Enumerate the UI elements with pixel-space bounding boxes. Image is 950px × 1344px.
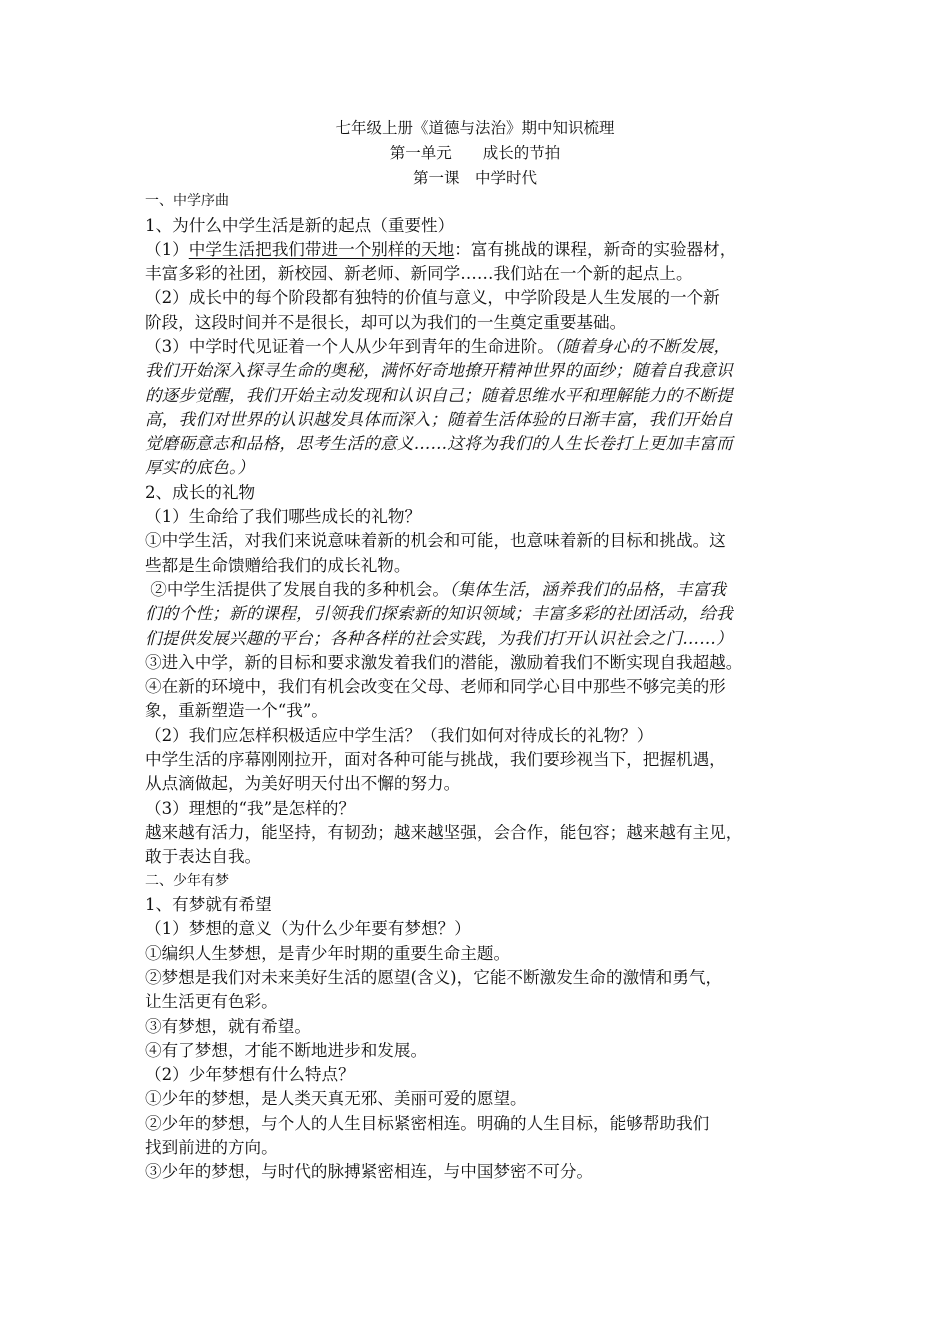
paragraph-line: 中学生活的序幕刚刚拉开，面对各种可能与挑战，我们要珍视当下，把握机遇， <box>145 750 726 770</box>
paragraph-line: 丰富多彩的社团，新校园、新老师、新同学……我们站在一个新的起点上。 <box>145 264 693 284</box>
paragraph-line: 找到前进的方向。 <box>145 1137 278 1157</box>
question-line: （1）生命给了我们哪些成长的礼物？ <box>145 507 422 527</box>
italic-note: （集体生活，涵养我们的品格，丰富我 <box>448 579 727 599</box>
italic-note-line: 觉磨砺意志和品格，思考生活的意义……这将为我们的人生长卷打上更加丰富而 <box>145 434 733 454</box>
paragraph-line: ①编织人生梦想，是青少年时期的重要生命主题。 <box>145 943 511 963</box>
title-block <box>0 116 950 191</box>
section-heading: 二、少年有梦 <box>145 872 229 889</box>
paragraph-line: ①少年的梦想，是人类天真无邪、美丽可爱的愿望。 <box>145 1089 527 1109</box>
question-line: （1）梦想的意义（为什么少年要有梦想？） <box>145 919 471 939</box>
paragraph-line: ③有梦想，就有希望。 <box>145 1016 311 1036</box>
paragraph-line: ②梦想是我们对未来美好生活的愿望(含义)，它能不断激发生命的激情和勇气， <box>145 967 723 987</box>
item-number: （1） <box>145 239 189 259</box>
paragraph-line: 敢于表达自我。 <box>145 847 262 867</box>
question-line: （3）理想的“我”是怎样的？ <box>145 798 356 818</box>
question-line: （2）我们应怎样积极适应中学生活？（我们如何对待成长的礼物？） <box>145 725 654 745</box>
document-title: 七年级上册《道德与法治》期中知识梳理 <box>335 119 615 137</box>
paragraph-line: ①中学生活，对我们来说意味着新的机会和可能，也意味着新的目标和挑战。这 <box>145 531 726 551</box>
subsection-heading: 1、为什么中学生活是新的起点（重要性） <box>145 215 455 235</box>
paragraph-line: ④在新的环境中，我们有机会改变在父母、老师和同学心目中那些不够完美的形 <box>145 677 726 697</box>
document-body <box>145 190 813 1185</box>
paragraph-line: ③进入中学，新的目标和要求激发着我们的潜能，激励着我们不断实现自我超越。 <box>145 652 743 672</box>
italic-note-line: 的逐步觉醒，我们开始主动发现和认识自己；随着思维水平和理解能力的不断提 <box>145 385 733 405</box>
paragraph-line <box>145 335 813 359</box>
paragraph-line: ②少年的梦想，与个人的人生目标紧密相连。明确的人生目标，能够帮助我们 <box>145 1113 710 1133</box>
section-heading: 一、中学序曲 <box>145 193 229 209</box>
paragraph-line: 让生活更有色彩。 <box>145 992 278 1012</box>
italic-note-line: 厚实的底色。） <box>145 458 255 478</box>
paragraph-line: （1）中学生活把我们带进一个别样的天地：富有挑战的课程，新奇的实验器材， <box>145 239 737 259</box>
italic-note-line: 们提供发展兴趣的平台；各种各样的社会实践，为我们打开认识社会之门……） <box>145 628 733 648</box>
paragraph-text: ②中学生活提供了发展自我的多种机会。 <box>150 579 449 599</box>
italic-note: （随着身心的不断发展， <box>553 336 731 356</box>
paragraph-line <box>145 578 813 602</box>
subsection-heading: 2、成长的礼物 <box>145 482 256 502</box>
paragraph-line: ④有了梦想，才能不断地进步和发展。 <box>145 1040 428 1060</box>
lesson-title: 第一课 中学时代 <box>412 169 537 187</box>
unit-title: 第一单元 成长的节拍 <box>389 144 561 162</box>
subsection-heading: 1、有梦就有希望 <box>145 895 272 915</box>
paragraph-line: 阶段，这段时间并不是很长，却可以为我们的一生奠定重要基础。 <box>145 312 627 332</box>
paragraph-line: 越来越有活力，能坚持，有韧劲；越来越坚强，会合作，能包容；越来越有主见， <box>145 822 743 842</box>
italic-note-line: 高，我们对世界的认识越发具体而深入；随着生活体验的日渐丰富，我们开始自 <box>145 409 733 429</box>
italic-note-line: 我们开始深入探寻生命的奥秘，满怀好奇地撩开精神世界的面纱；随着自我意识 <box>145 361 733 381</box>
paragraph-line: ③少年的梦想，与时代的脉搏紧密相连，与中国梦密不可分。 <box>145 1162 594 1182</box>
paragraph-line: 些都是生命馈赠给我们的成长礼物。 <box>145 555 411 575</box>
paragraph-text: （3）中学时代见证着一个人从少年到青年的生命进阶。 <box>145 336 554 356</box>
italic-note-line: 们的个性；新的课程，引领我们探索新的知识领域；丰富多彩的社团活动，给我 <box>145 604 733 624</box>
paragraph-text: 富有挑战的课程，新奇的实验器材， <box>470 239 737 259</box>
paragraph-line: （2）成长中的每个阶段都有独特的价值与意义，中学阶段是人生发展的一个新 <box>145 288 720 308</box>
paragraph-line: 从点滴做起，为美好明天付出不懈的努力。 <box>145 774 461 794</box>
underlined-text: 中学生活把我们带进一个别样的天地 <box>188 239 455 259</box>
question-line: （2）少年梦想有什么特点？ <box>145 1065 355 1085</box>
paragraph-line: 象，重新塑造一个“我”。 <box>145 701 328 721</box>
